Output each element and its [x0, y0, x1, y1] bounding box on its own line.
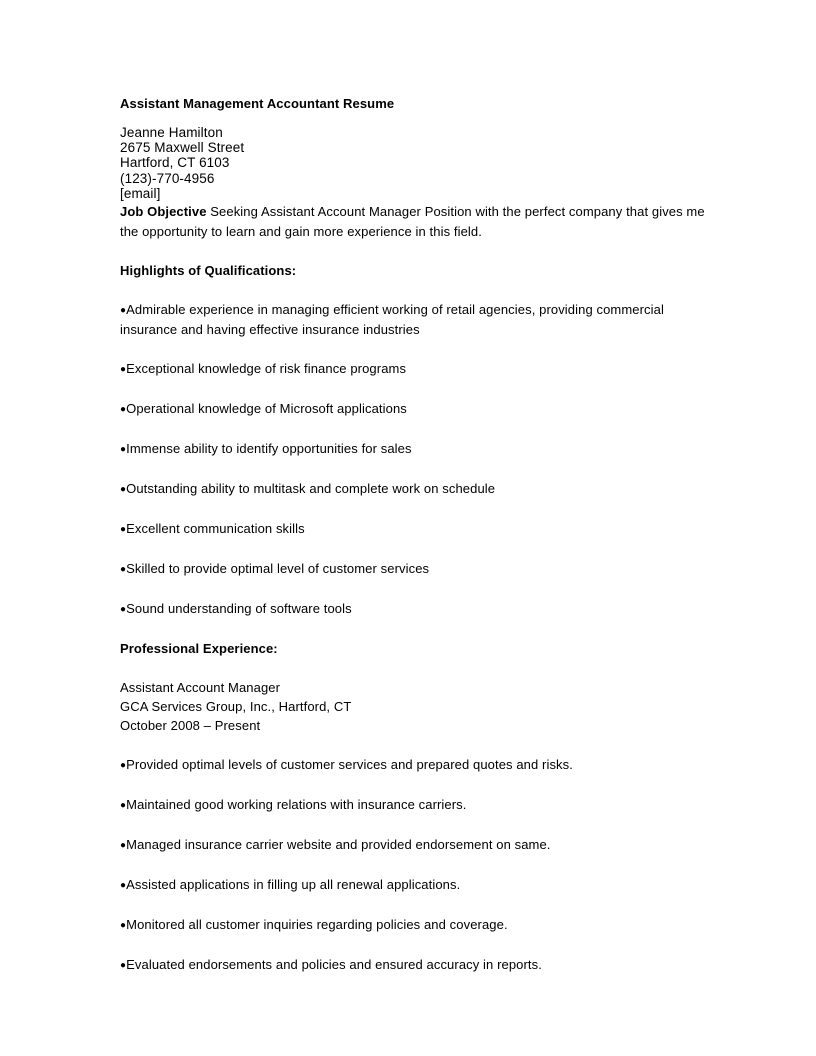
job-objective-text: Seeking Assistant Account Manager Position with the perfect company that gives me the opportunity to learn and gain more experience in this field.	[120, 204, 705, 239]
bullet-icon: ●	[120, 919, 127, 931]
document-title: Assistant Management Accountant Resume	[120, 96, 395, 111]
list-item	[120, 915, 720, 936]
job-entry	[120, 678, 720, 735]
list-item-text: Maintained good working relations with insurance carriers.	[126, 796, 467, 812]
highlights-heading: Highlights of Qualifications:	[120, 262, 297, 278]
bullet-icon: ●	[120, 564, 127, 576]
contact-phone: (123)-770-4956	[120, 170, 215, 186]
job-title: Assistant Account Manager	[120, 680, 281, 696]
list-item	[120, 599, 720, 620]
contact-email: [email]	[120, 185, 161, 201]
list-item-text: Operational knowledge of Microsoft applications	[126, 401, 407, 417]
list-item-text: Immense ability to identify opportunities for sales	[126, 441, 412, 457]
bullet-icon: ●	[120, 959, 127, 971]
list-item-text: Outstanding ability to multitask and complete work on schedule	[126, 481, 496, 497]
list-item-text: Exceptional knowledge of risk finance programs	[126, 361, 407, 377]
list-item	[120, 479, 720, 500]
contact-block	[120, 125, 720, 201]
list-item	[120, 755, 720, 776]
bullet-icon: ●	[120, 879, 127, 891]
list-item	[120, 955, 720, 976]
bullet-icon: ●	[120, 404, 127, 416]
list-item	[120, 359, 720, 380]
experience-list	[120, 755, 720, 976]
list-item-text: Skilled to provide optimal level of customer services	[126, 561, 430, 577]
list-item	[120, 519, 720, 540]
bullet-icon: ●	[120, 759, 127, 771]
list-item	[120, 439, 720, 460]
list-item	[120, 835, 720, 856]
list-item-text: Sound understanding of software tools	[126, 601, 352, 617]
list-item	[120, 300, 720, 340]
bullet-icon: ●	[120, 444, 127, 456]
list-item	[120, 795, 720, 816]
bullet-icon: ●	[120, 364, 127, 376]
bullet-icon: ●	[120, 799, 127, 811]
list-item	[120, 559, 720, 580]
job-dates: October 2008 – Present	[120, 718, 261, 734]
highlights-list	[120, 300, 720, 620]
job-objective	[120, 202, 720, 241]
list-item-text: Admirable experience in managing efficient working of retail agencies, providing commercial insurance and having effective insurance industries	[120, 301, 664, 338]
list-item	[120, 875, 720, 896]
bullet-icon: ●	[120, 839, 127, 851]
bullet-icon: ●	[120, 604, 127, 616]
contact-city: Hartford, CT 6103	[120, 155, 230, 171]
contact-name: Jeanne Hamilton	[120, 125, 223, 140]
bullet-icon: ●	[120, 524, 127, 536]
list-item-text: Provided optimal levels of customer services and prepared quotes and risks.	[126, 756, 573, 772]
resume-page	[120, 94, 720, 975]
bullet-icon: ●	[120, 304, 127, 316]
list-item-text: Managed insurance carrier website and provided endorsement on same.	[126, 836, 551, 852]
contact-street: 2675 Maxwell Street	[120, 140, 245, 156]
job-objective-label: Job Objective	[120, 204, 207, 220]
list-item-text: Monitored all customer inquiries regarding policies and coverage.	[126, 916, 508, 932]
list-item-text: Evaluated endorsements and policies and ensured accuracy in reports.	[126, 956, 542, 972]
list-item	[120, 399, 720, 420]
experience-heading: Professional Experience:	[120, 641, 278, 657]
job-company: GCA Services Group, Inc., Hartford, CT	[120, 699, 352, 715]
bullet-icon: ●	[120, 484, 127, 496]
list-item-text: Assisted applications in filling up all renewal applications.	[126, 876, 461, 892]
list-item-text: Excellent communication skills	[126, 521, 305, 537]
